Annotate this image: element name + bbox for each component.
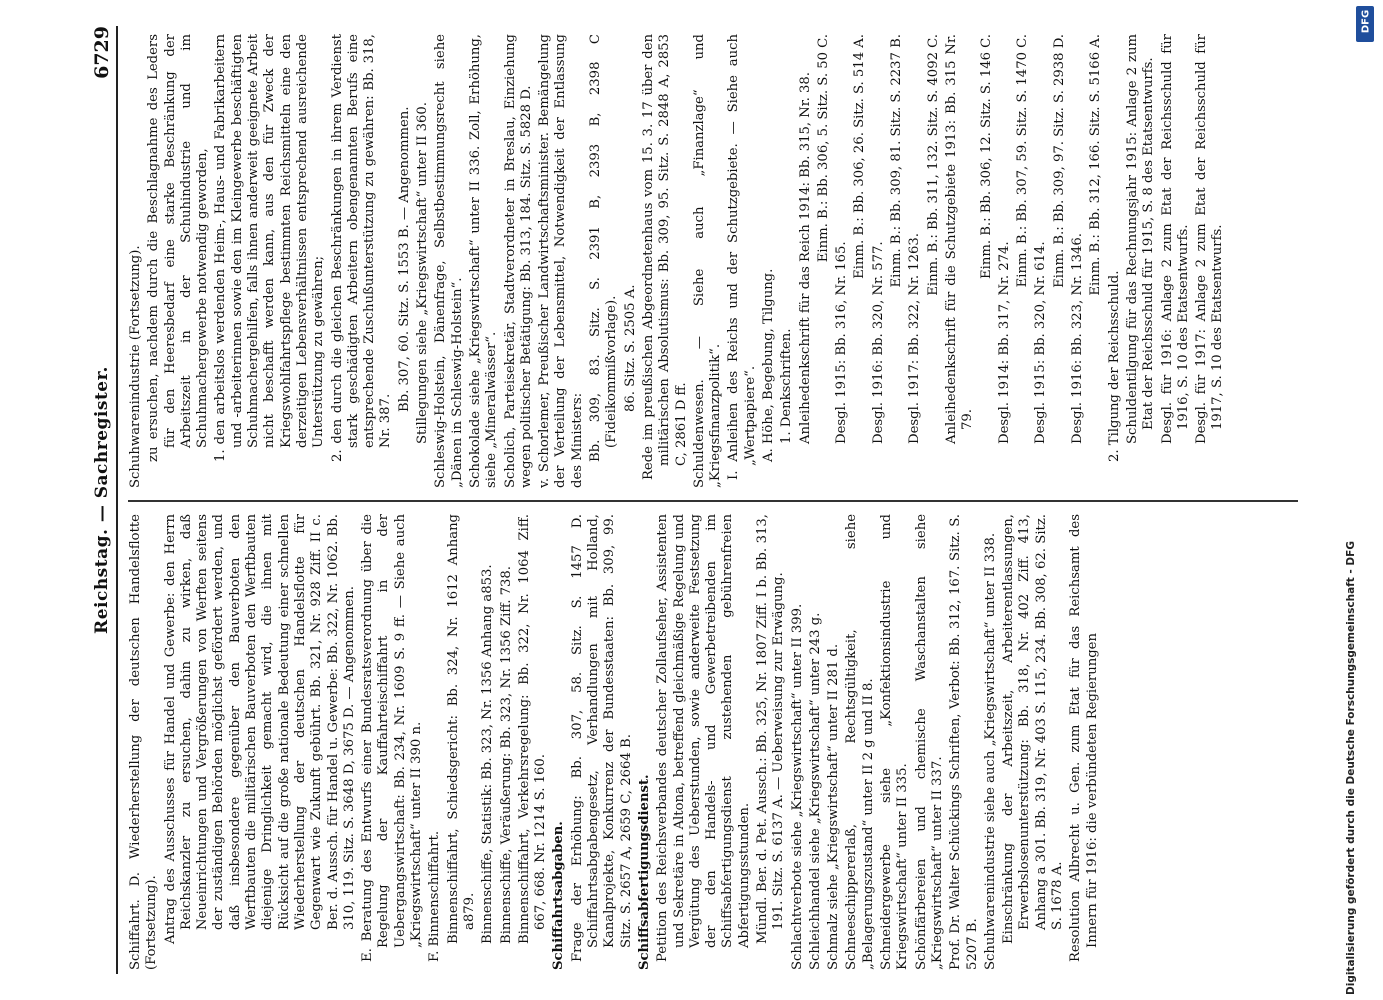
right-column-entry: v. Schorlemer, Preußischer Landwirtschaftsminister. Bemängelung der Verteilung der Lebensmittel, Notwendigkeit der Entlassung des Ministers: [537, 34, 585, 488]
left-column-entry: Petition des Reichsverbandes deutscher Zollaufseher, Assistenten und Sekretäre in Altona, betreffend gleichmäßige Regelung und Vergütung des Ueberstunden, sowie anderweite Festsetzung der den Handels- und Gewerbetreibenden im Schiffsabfertigungsdienst zustehenden gebührenfreien Abfertigungsstunden. [655, 514, 752, 962]
right-column-entry: Einm. B.: Bb. 306, 5. Sitz. S. 50 C. [815, 34, 831, 263]
right-column-entry: Schuldentilgung für das Rechnungsjahr 1915: Anlage 2 zum Etat der Reichsschuld für 1915, S. 8 des Etatsentwurfs. [1124, 34, 1157, 444]
left-column-entry: Schmalz siehe „Kriegswirtschaft“ unter II 281 d. [826, 643, 842, 970]
right-column-entry: 86. Sitz. S. 2505 A. [622, 284, 638, 412]
left-column-entry: Binnenschiffahrt, Schiedsgericht: Bb. 324, Nr. 1612 Anhang a879. [445, 514, 477, 944]
running-head-title: Reichstag. — Sachregister. [92, 366, 112, 634]
right-column-entry: Schuldenwesen. — Siehe auch „Finanzlage“ und „Kriegsfinanzpolitik“. [691, 34, 724, 488]
right-column-entry: Einm. B.: Bb. 309, 81. Sitz. S. 2237 B. [889, 34, 905, 288]
left-column-entry: Schlachtverbote siehe „Kriegswirtschaft“ unter II 399. [789, 603, 805, 970]
right-column-entry: 1. den arbeitslos werdenden Heim-, Haus- und Fabrikarbeitern und -arbeiterinnen sowie den im Kleingewerbe beschäftigten Schuhmachergehilfen, falls ihnen anderweit geeignete Arbeit nicht beschafft werden kann, aus den für Zweck der Kriegswohlfahrtspflege bestimmten Reichsmitteln eine den derzeitigen Lebensverhältnissen entsprechend ausreichende Unterstützung zu gewähren; [213, 34, 327, 462]
right-column-entry: Einm. B.: Bb. 306, 26. Sitz. S. 514 A. [852, 34, 868, 279]
right-column-entry: I. Anleihen des Reichs und der Schutzgebiete. — Siehe auch „Wertpapiere“. [726, 34, 758, 480]
left-column-entry: Schiffahrt. D. Wiederherstellung der deutschen Handelsflotte (Fortsetzung). [128, 514, 160, 970]
dfg-logo [1356, 6, 1374, 42]
right-column-entry: Einm. B.: Bb. 307, 59. Sitz. S. 1470 C. [1015, 34, 1031, 288]
digitization-credit: Digitalisierung gefördert durch die Deutsche Forschungsgemeinschaft - DFG [1345, 541, 1357, 995]
left-column-entry: Resolution Albrecht u. Gen. zum Etat für das Reichsamt des Innern für 1916: die verbündeten Regierungen [1068, 514, 1100, 962]
right-column-entry: zu ersuchen, nachdem durch die Beschlagnahme des Leders für den Heeresbedarf eine starke Beschränkung der Arbeitszeit in der Schuhindustrie und im Schuhmachergewerbe notwendig geworden, [146, 34, 211, 462]
right-column-entry: Scholich, Parteisekretär, Stadtverordneter in Breslau, Einziehung wegen politischer Betätigung: Bb. 313, 184. Sitz. S. 5828 D. [502, 34, 534, 488]
left-column-entry: Prof. Dr. Walter Schückings Schriften, Verbot: Bb. 312, 167. Sitz. S. 5207 B. [948, 514, 980, 970]
left-column-entry: Schiffsabfertigungsdienst. [636, 774, 652, 970]
right-column-entry: 2. den durch die gleichen Beschränkungen in ihrem Verdienst stark geschädigten Arbeitern obengenannten Berufs eine entsprechende Zuschußunterstützung zu gewähren: Bb. 318, Nr. 387. [329, 34, 394, 462]
right-column-entry: Desgl. für 1916: Anlage 2 zum Etat der Reichsschuld für 1916, S. 10 des Etatsentwurfs. [1159, 34, 1191, 444]
right-column-entry: Anleihedenkschrift für die Schutzgebiete 1913: Bb. 315 Nr. 79. [943, 34, 976, 444]
right-column-entry: Anleihedenkschrift für das Reich 1914: Bb. 315, Nr. 38. [797, 72, 813, 444]
left-column-entry: Mündl. Ber. d. Pet. Aussch.: Bb. 325, Nr. 1807 Ziff. I b. Bb. 313, 191. Sitz. S. 6137 A. — Ueberweisung zur Erwägung. [754, 514, 787, 944]
right-column-entry: Desgl. für 1917: Anlage 2 zum Etat der Reichsschuld für 1917, S. 10 des Etatsentwurfs. [1194, 34, 1226, 444]
left-column-entry: Einschränkung der Arbeitszeit, Arbeiterentlassungen, Erwerbslosenunterstützung: Bb. 318, Nr. 402 Ziff. 413, Anhang a 301. Bb. 319, Nr. 403 S. 115, 234. Bb. 308, 62. Sitz. S. 1678 A. [1001, 514, 1066, 944]
left-column-entry: Schiffahrtsabgaben. [551, 821, 567, 970]
right-column-entry: Desgl. 1916: Bb. 320, Nr. 577. [870, 241, 886, 444]
right-column-entry: Rede im preußischen Abgeordnetenhaus vom 15. 3. 17 über den militärischen Absolutismus: Bb. 309, 95. Sitz. S. 2848 A, 2853 C, 2861 D ff. [640, 34, 689, 480]
running-head [90, 26, 118, 974]
page-number: 6729 [91, 26, 113, 79]
right-column-entry: Desgl. 1915: Bb. 316, Nr. 165. [834, 241, 850, 444]
right-column-entry: Einm. B.: Bb. 312, 166. Sitz. S. 5166 A. [1088, 34, 1104, 296]
right-column-entry: Schokolade siehe „Kriegswirtschaft“ unter II 336. Zoll, Erhöhung, siehe „Mineralwässer“. [467, 34, 500, 488]
right-column-entry: 2. Tilgung der Reichsschuld. [1106, 270, 1122, 462]
right-column-entry: Desgl. 1915: Bb. 320, Nr. 614. [1033, 241, 1049, 444]
right-column-entry: 1. Denkschriften. [779, 328, 795, 444]
two-column-body [128, 26, 1298, 974]
right-column [128, 26, 1298, 500]
right-column-entry: Desgl. 1917: Bb. 322, Nr. 1263. [907, 233, 923, 444]
left-column [128, 500, 1298, 974]
register-page [70, 0, 1320, 1000]
right-column-entry: Schleswig-Holstein, Dänenfrage, Selbstbestimmungsrecht siehe „Dänen in Schleswig-Holstein“. [433, 34, 465, 488]
left-column-entry: E. Beratung des Entwurfs einer Bundesratsverordnung über die Regelung der Kauffahrteischiffahrt in der Uebergangswirtschaft: Bb. 234, Nr. 1609 S. 9 ff. — Siehe auch „Kriegswirtschaft“ unter II 390 n. [360, 514, 425, 962]
right-column-entry: Stillegungen siehe „Kriegswirtschaft“ unter II 360. [415, 102, 431, 444]
dfg-logo-text: DFG [1360, 9, 1372, 34]
left-column-entry: Binnenschiffahrt, Verkehrsregelung: Bb. 322, Nr. 1064 Ziff. 667, 668. Nr. 1214 S. 160. [516, 514, 549, 944]
right-column-entry: Bb. 307, 60. Sitz. S. 1553 B. — Angenommen. [396, 106, 412, 412]
left-column-entry: Schleichhandel siehe „Kriegswirtschaft“ unter 243 g. [807, 612, 823, 970]
right-column-entry: Einm. B.: Bb. 311, 132. Sitz. S. 4092 C. [925, 34, 941, 296]
right-column-entry: Desgl. 1914: Bb. 317, Nr. 274. [996, 241, 1012, 444]
left-column-entry: Frage der Erhöhung: Bb. 307, 58. Sitz. S. 1457 D. Schiffahrtsabgabengesetz, Verhandlungen mit Holland, Kanalprojekte, Konkurrenz der Bundesstaaten: Bb. 309, 99. Sitz. S. 2657 A, 2659 C, 2664 B. [569, 514, 634, 962]
right-column-entry: Schuhwarenindustrie (Fortsetzung). [128, 245, 143, 488]
right-column-entry: A. Höhe, Begebung, Tilgung. [760, 268, 776, 462]
left-column-entry: Schneidergewerbe siehe „Konfektionsindustrie und Kriegswirtschaft“ unter II 335. [879, 514, 911, 970]
left-column-entry: Schuhwarenindustrie siehe auch „Kriegswirtschaft“ unter II 338. [982, 532, 998, 970]
left-column-entry: Schönfärbereien und chemische Waschanstalten siehe „Kriegswirtschaft“ unter II 337. [913, 514, 945, 970]
left-column-entry: Binnenschiffe, Veräußerung: Bb. 323, Nr. 1356 Ziff. 738. [498, 566, 514, 944]
left-column-entry: Antrag des Ausschusses für Handel und Gewerbe: den Herrn Reichskanzler zu ersuchen, dahin zu wirken, daß Neueinrichtungen und Vergrößerungen von Werften seitens der zuständigen Behörden möglichst gefördert werden, und daß insbesondere gegenüber den Bauverboten den Werftbauten die militärischen Bauverboten den Werftbauten diejenige Dringlichkeit gemacht wird, die ihnen mit Rücksicht auf die große nationale Bedeutung einer schnellen Wiederherstellung der deutschen Handelsflotte für Gegenwart wie Zukunft gebührt. Bb. 321, Nr. 928 Ziff. II c. Ber. d. Aussch. für Handel u. Gewerbe: Bb. 322, Nr. 1062. Bb. 310, 119. Sitz. S. 3648 D, 3675 D. — Angenommen. [162, 514, 357, 944]
right-column-entry: Einm. B.: Bb. 306, 12. Sitz. S. 146 C. [978, 34, 994, 279]
right-column-entry: Einm. B.: Bb. 309, 97. Sitz. S. 2938 D. [1051, 34, 1067, 288]
left-column-entry: Schneeschippererlaß, Rechtsgültigkeit, siehe „Belagerungszustand“ unter II 2 g und II 8. [844, 514, 876, 970]
left-column-entry: F. Binnenschiffahrt. [427, 830, 443, 962]
right-column-entry: Desgl. 1916: Bb. 323, Nr. 1346. [1070, 233, 1086, 444]
right-column-entry: Bb. 309, 83. Sitz. S. 2391 B, 2393 B, 2398 C (Fideikommißvorlage). [588, 34, 620, 462]
left-column-entry: Binnenschiffe, Statistik: Bb. 323, Nr. 1356 Anhang a853. [480, 564, 496, 944]
